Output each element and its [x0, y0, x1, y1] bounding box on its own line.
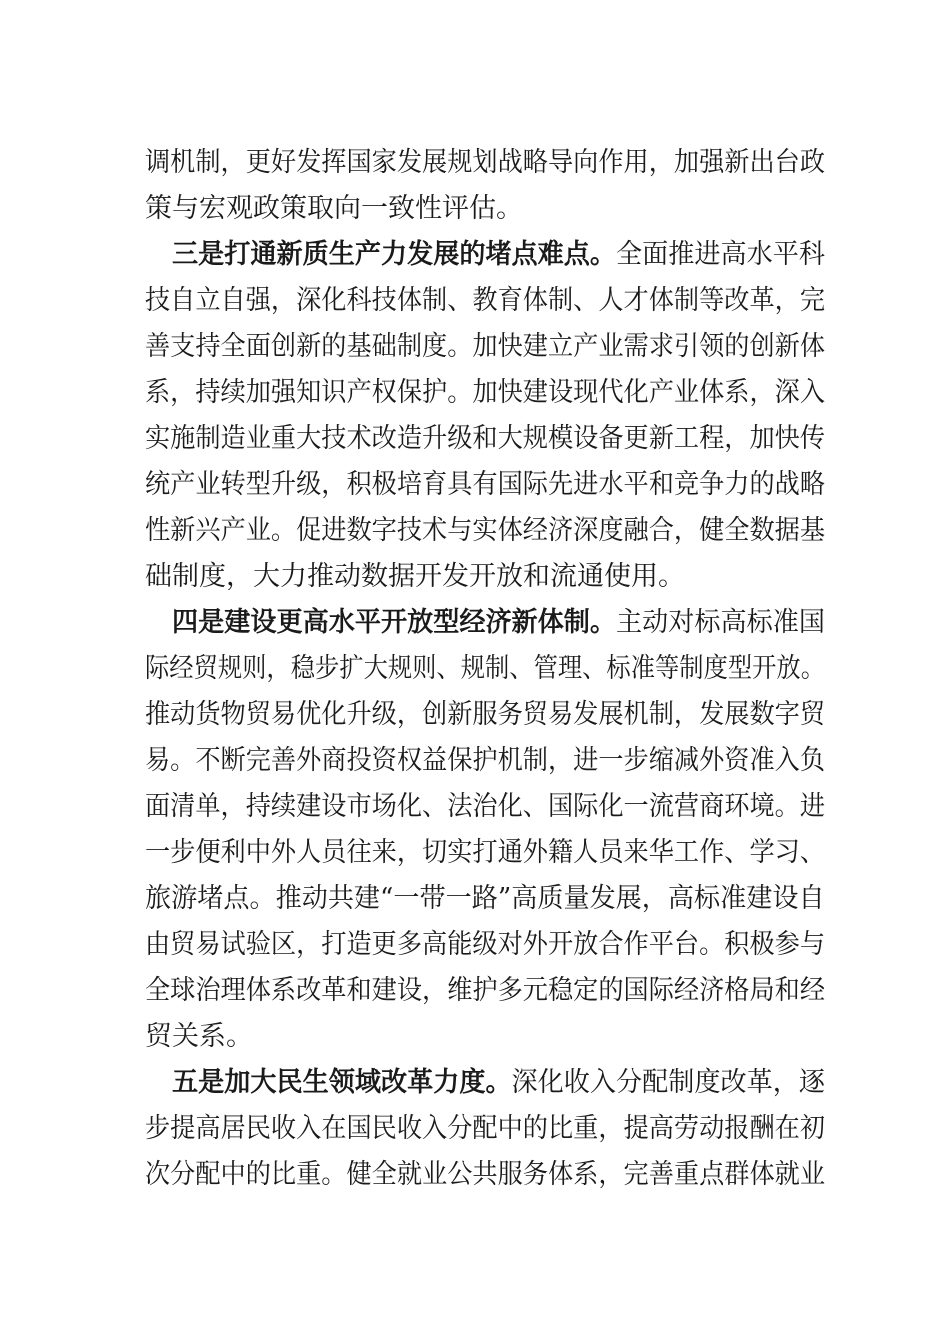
text-line	[0, 787, 950, 827]
text-line	[0, 695, 950, 735]
line-text: 性新兴产业。促进数字技术与实体经济深度融合，健全数据基	[145, 515, 825, 546]
text-line	[0, 1017, 950, 1057]
line-text: 善支持全面创新的基础制度。加快建立产业需求引领的创新体	[145, 331, 825, 362]
text-line	[0, 189, 950, 229]
line-text: 步提高居民收入在国民收入分配中的比重，提高劳动报酬在初	[145, 1113, 825, 1144]
text-line	[0, 465, 950, 505]
line-text: 实施制造业重大技术改造升级和大规模设备更新工程，加快传	[145, 423, 825, 454]
text-line	[0, 741, 950, 781]
text-line	[0, 419, 950, 459]
line-text: 由贸易试验区，打造更多高能级对外开放合作平台。积极参与	[145, 929, 825, 960]
text-line	[0, 1155, 950, 1195]
line-text: 深化收入分配制度改革，逐	[511, 1067, 825, 1098]
line-text: 次分配中的比重。健全就业公共服务体系，完善重点群体就业	[145, 1159, 825, 1190]
text-line	[0, 281, 950, 321]
line-text: 技自立自强，深化科技体制、教育体制、人才体制等改革，完	[145, 285, 825, 316]
paragraph-start-line	[0, 603, 950, 643]
text-line	[0, 649, 950, 689]
line-text: 际经贸规则，稳步扩大规则、规制、管理、标准等制度型开放。	[145, 653, 825, 684]
text-line	[0, 557, 950, 597]
line-text: 主动对标高标准国	[616, 607, 825, 638]
line-text: 面清单，持续建设市场化、法治化、国际化一流营商环境。进	[145, 791, 825, 822]
line-text: 全面推进高水平科	[616, 239, 825, 270]
line-text: 系，持续加强知识产权保护。加快建设现代化产业体系，深入	[145, 377, 825, 408]
line-text: 贸关系。	[145, 1021, 253, 1052]
text-line	[0, 833, 950, 873]
text-line	[0, 1109, 950, 1149]
line-text: 统产业转型升级，积极培育具有国际先进水平和竞争力的战略	[145, 469, 825, 500]
paragraph-lead: 三是打通新质生产力发展的堵点难点。	[172, 239, 617, 270]
line-text: 推动货物贸易优化升级，创新服务贸易发展机制，发展数字贸	[145, 699, 825, 730]
paragraph-lead: 四是建设更高水平开放型经济新体制。	[172, 607, 617, 638]
line-text: 易。不断完善外商投资权益保护机制，进一步缩减外资准入负	[145, 745, 825, 776]
text-line	[0, 511, 950, 551]
line-text: 旅游堵点。推动共建“一带一路”高质量发展，高标准建设自	[145, 883, 825, 914]
paragraph-start-line	[0, 1063, 950, 1103]
text-line	[0, 143, 950, 183]
paragraph-lead: 五是加大民生领域改革力度。	[172, 1067, 512, 1098]
line-text: 全球治理体系改革和建设，维护多元稳定的国际经济格局和经	[145, 975, 825, 1006]
text-line	[0, 327, 950, 367]
text-line	[0, 925, 950, 965]
line-text: 础制度，大力推动数据开发开放和流通使用。	[145, 561, 685, 592]
text-line	[0, 879, 950, 919]
paragraph-start-line	[0, 235, 950, 275]
text-line	[0, 971, 950, 1011]
line-text: 策与宏观政策取向一致性评估。	[145, 193, 523, 224]
line-text: 调机制，更好发挥国家发展规划战略导向作用，加强新出台政	[145, 147, 825, 178]
text-line	[0, 373, 950, 413]
line-text: 一步便利中外人员往来，切实打通外籍人员来华工作、学习、	[145, 837, 825, 868]
